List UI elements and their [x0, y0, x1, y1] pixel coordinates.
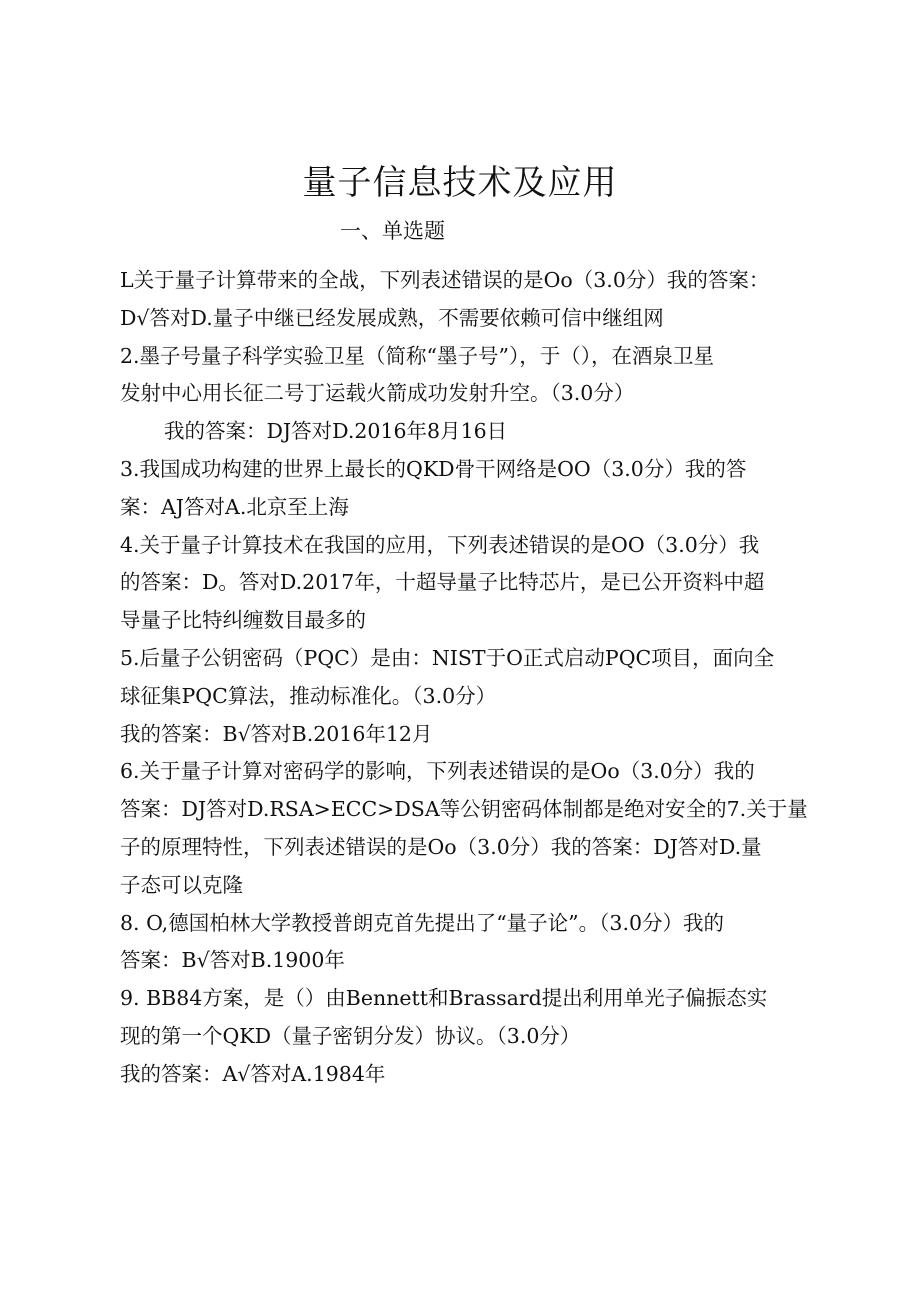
text-line: 3.我国成功构建的世界上最长的QKD骨干网络是OO（3.0分）我的答 [120, 456, 747, 481]
text-line: 发射中心用长征二号丁运载火箭成功发射升空。（3.0分） [120, 381, 635, 406]
text-line: 球征集PQC算法，推动标准化。（3.0分） [120, 683, 497, 708]
text-line: 子的原理特性，下列表述错误的是Oo（3.0分）我的答案：DJ答对D.量 [120, 834, 762, 859]
text-line: D√答对D.量子中继已经发展成熟，不需要依赖可信中继组网 [120, 305, 664, 330]
text-line: 我的答案：DJ答对D.2016年8月16日 [164, 419, 508, 444]
text-line: 案：AJ答对A.北京至上海 [120, 494, 349, 519]
text-line: 5.后量子公钥密码（PQC）是由：NIST于O正式启动PQC项目，面向全 [120, 645, 775, 670]
text-line: 我的答案：B√答对B.2016年12月 [120, 721, 433, 746]
text-line: 2.墨子号量子科学实验卫星（简称“墨子号”），于（），在酒泉卫星 [120, 343, 715, 368]
document-body [120, 262, 810, 1094]
text-line: L关于量子计算带来的全战，下列表述错误的是Oo（3.0分）我的答案： [120, 268, 770, 292]
text-line: 我的答案：A√答对A.1984年 [120, 1061, 386, 1086]
section-heading: 一、单选题 [340, 219, 445, 243]
text-line: 8. O,德国柏林大学教授普朗克首先提出了“量子论”。（3.0分）我的 [120, 910, 725, 935]
text-line: 导量子比特纠缠数目最多的 [120, 608, 366, 633]
text-line: 6.关于量子计算对密码学的影响，下列表述错误的是Oo（3.0分）我的 [120, 759, 755, 784]
document-title: 量子信息技术及应用 [302, 163, 618, 203]
text-line: 9. BB84方案，是（）由Bennett和Brassard提出利用单光子偏振态实 [120, 986, 768, 1011]
text-line: 现的第一个QKD（量子密钥分发）协议。（3.0分） [120, 1023, 581, 1048]
text-line: 答案：DJ答对D.RSA>ECC>DSA等公钥密码体制都是绝对安全的7.关于量 [120, 797, 808, 822]
text-line: 的答案：D。答对D.2017年，十超导量子比特芯片，是已公开资料中超 [120, 570, 765, 595]
text-line: 答案：B√答对B.1900年 [120, 948, 345, 973]
text-line: 4.关于量子计算技术在我国的应用，下列表述错误的是OO（3.0分）我 [120, 532, 760, 557]
text-line: 子态可以克隆 [120, 872, 243, 897]
